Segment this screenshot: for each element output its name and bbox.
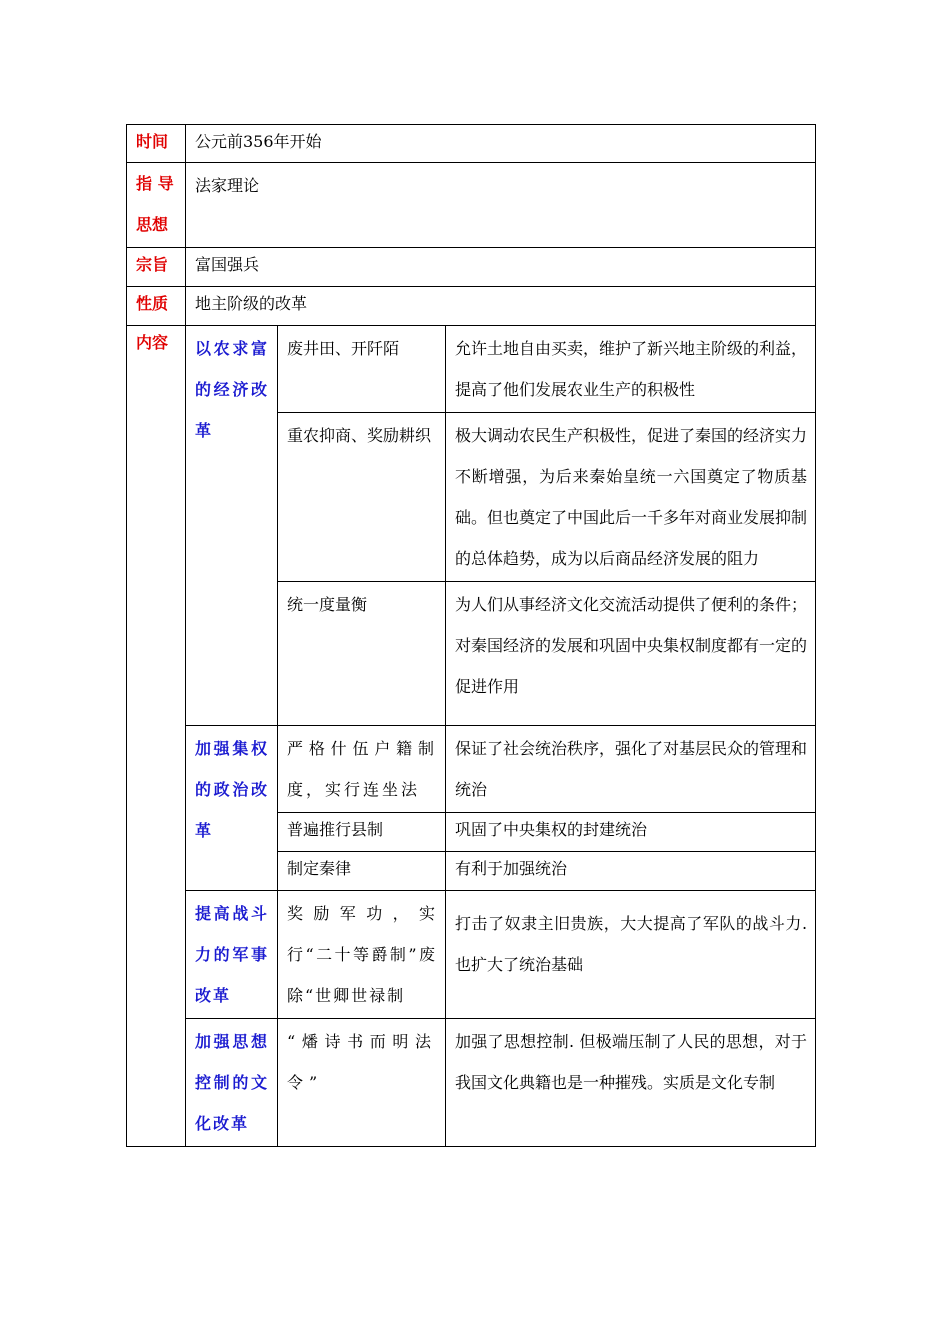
reform-table <box>126 124 816 1147</box>
effect-item: 打击了奴隶主旧贵族，大大提高了军队的战斗力. 也扩大了统治基础 <box>446 891 816 1019</box>
row-nature <box>127 287 816 326</box>
measure-item: 普遍推行县制 <box>278 813 446 852</box>
measure-item: “燔诗书而明法令” <box>278 1019 446 1147</box>
category-economic: 以农求富的经济改革 <box>186 326 278 726</box>
category-military: 提高战斗力的军事改革 <box>186 891 278 1019</box>
value-time: 公元前356年开始 <box>186 125 816 163</box>
label-aim: 宗旨 <box>127 248 186 287</box>
category-political: 加强集权的政治改革 <box>186 726 278 891</box>
label-content: 内容 <box>127 326 186 1147</box>
row-cultural <box>127 1019 816 1147</box>
effect-item: 允许土地自由买卖，维护了新兴地主阶级的利益，提高了他们发展农业生产的积极性 <box>446 326 816 413</box>
value-thought: 法家理论 <box>186 163 816 248</box>
measure-item: 废井田、开阡陌 <box>278 326 446 413</box>
measure-item: 严格什伍户籍制度，实行连坐法 <box>278 726 446 813</box>
row-military <box>127 891 816 1019</box>
label-nature: 性质 <box>127 287 186 326</box>
row-thought <box>127 163 816 248</box>
effect-item: 加强了思想控制. 但极端压制了人民的思想，对于我国文化典籍也是一种摧残。实质是文化专制 <box>446 1019 816 1147</box>
value-nature: 地主阶级的改革 <box>186 287 816 326</box>
effect-item: 有利于加强统治 <box>446 852 816 891</box>
effect-item: 保证了社会统治秩序，强化了对基层民众的管理和统治 <box>446 726 816 813</box>
effect-item: 巩固了中央集权的封建统治 <box>446 813 816 852</box>
value-aim: 富国强兵 <box>186 248 816 287</box>
row-time <box>127 125 816 163</box>
label-thought: 指 导 思想 <box>127 163 186 248</box>
row-aim <box>127 248 816 287</box>
row-political-1 <box>127 726 816 813</box>
category-cultural: 加强思想控制的文化改革 <box>186 1019 278 1147</box>
measure-item: 制定秦律 <box>278 852 446 891</box>
label-time: 时间 <box>127 125 186 163</box>
measure-item: 奖励军功，实行“二十等爵制”废除“世卿世禄制 <box>278 891 446 1019</box>
row-economic-1 <box>127 326 816 413</box>
effect-item: 为人们从事经济文化交流活动提供了便利的条件；对秦国经济的发展和巩固中央集权制度都有一定的促进作用 <box>446 582 816 726</box>
measure-item: 重农抑商、奖励耕织 <box>278 413 446 582</box>
effect-item: 极大调动农民生产积极性，促进了秦国的经济实力不断增强，为后来秦始皇统一六国奠定了物质基础。但也奠定了中国此后一千多年对商业发展抑制的总体趋势，成为以后商品经济发展的阻力 <box>446 413 816 582</box>
measure-item: 统一度量衡 <box>278 582 446 726</box>
